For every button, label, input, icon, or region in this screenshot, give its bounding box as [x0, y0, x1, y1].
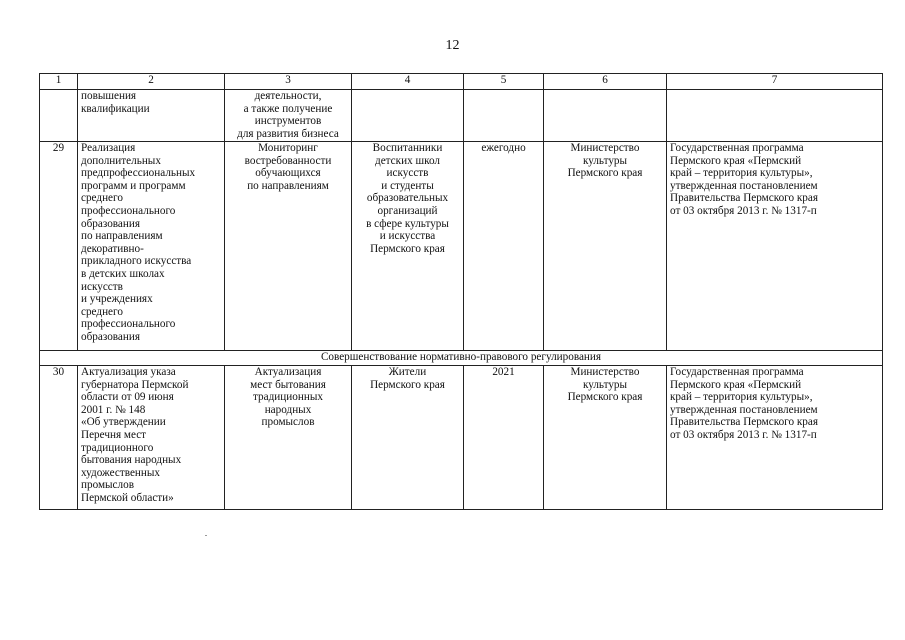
section-title: Совершенствование нормативно-правового регулирования — [40, 351, 883, 366]
term-cell — [464, 90, 544, 142]
measure-cell: Реализация дополнительных предпрофессиональных программ и программ среднего профессионального образования по направлениям декоративно- прикладного искусства в детских школах искусств и учреждениях среднего профессионального образования — [78, 142, 225, 351]
table-header-row — [40, 74, 883, 90]
row-number: 29 — [40, 142, 78, 351]
header-cell: 2 — [78, 74, 225, 90]
participants-cell — [352, 90, 464, 142]
table-row — [40, 142, 883, 351]
participants-cell: Воспитанники детских школ искусств и студенты образовательных организаций в сфере культуры и искусства Пермского края — [352, 142, 464, 351]
program-cell — [667, 90, 883, 142]
measure-cell: повышения квалификации — [78, 90, 225, 142]
executor-cell: Министерство культуры Пермского края — [544, 366, 667, 510]
row-number: 30 — [40, 366, 78, 510]
row-number — [40, 90, 78, 142]
header-cell: 1 — [40, 74, 78, 90]
result-cell: деятельности, а также получение инструментов для развития бизнеса — [225, 90, 352, 142]
section-row — [40, 351, 883, 366]
header-cell: 7 — [667, 74, 883, 90]
result-cell: Актуализация мест бытования традиционных народных промыслов — [225, 366, 352, 510]
result-cell: Мониторинг востребованности обучающихся по направлениям — [225, 142, 352, 351]
measure-cell: Актуализация указа губернатора Пермской области от 09 июня 2001 г. № 148 «Об утверждении Перечня мест традиционного бытования народных художественных промыслов Пермской области» — [78, 366, 225, 510]
header-cell: 6 — [544, 74, 667, 90]
term-cell: ежегодно — [464, 142, 544, 351]
program-cell: Государственная программа Пермского края «Пермский край – территория культуры», утвержденная постановлением Правительства Пермского края от 03 октября 2013 г. № 1317-п — [667, 142, 883, 351]
participants-cell: Жители Пермского края — [352, 366, 464, 510]
executor-cell: Министерство культуры Пермского края — [544, 142, 667, 351]
page-number: 12 — [445, 38, 460, 53]
header-cell: 4 — [352, 74, 464, 90]
term-cell: 2021 — [464, 366, 544, 510]
executor-cell — [544, 90, 667, 142]
header-cell: 5 — [464, 74, 544, 90]
document-table — [39, 73, 883, 510]
table-row — [40, 366, 883, 510]
scan-speck — [205, 535, 207, 536]
header-cell: 3 — [225, 74, 352, 90]
program-cell: Государственная программа Пермского края «Пермский край – территория культуры», утвержденная постановлением Правительства Пермского края от 03 октября 2013 г. № 1317-п — [667, 366, 883, 510]
table-row — [40, 90, 883, 142]
